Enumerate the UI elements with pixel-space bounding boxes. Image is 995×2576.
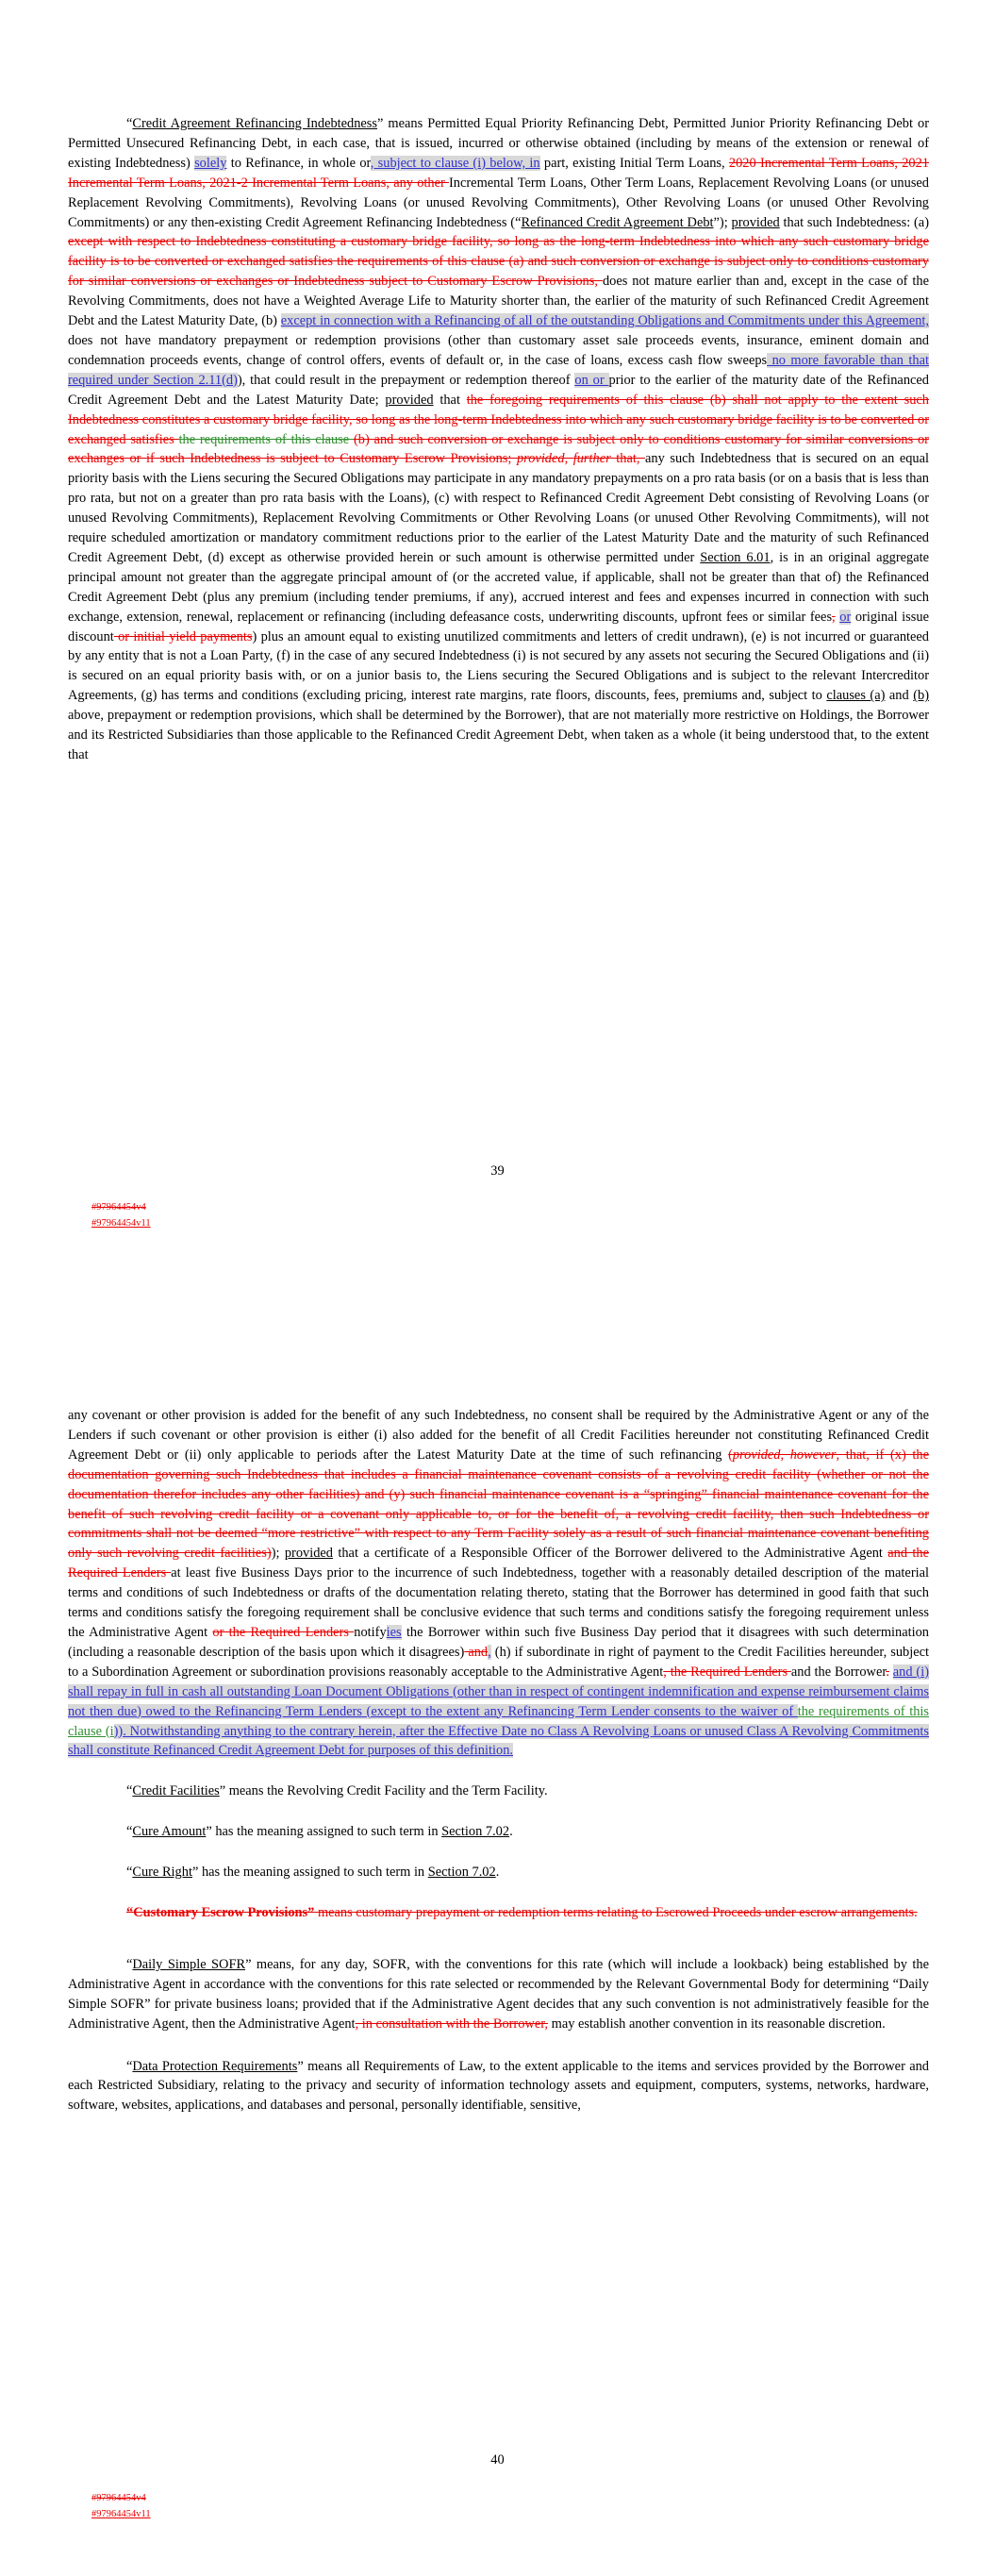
text-run: may establish another convention in its reasonable discretion. bbox=[548, 2016, 886, 2032]
text-run: . bbox=[495, 1865, 500, 1881]
inserted-text-run: , bbox=[488, 1644, 491, 1660]
page-40-number: 40 bbox=[490, 2452, 505, 2467]
page-39-text-column bbox=[68, 114, 929, 765]
defined-term-text-run: Section 6.01 bbox=[700, 549, 771, 565]
defined-term-text-run: Daily Simple SOFR bbox=[132, 1956, 246, 1972]
text-run: original issue discount bbox=[68, 609, 929, 644]
deleted-text-run: (b) and such conversion or exchange is subject only to conditions customary for similar conversions or exchanges or if such Indebtedness is subject to Customary Escrow Provisions; bbox=[68, 431, 929, 467]
inserted-text-run: )). Notwithstanding anything to the contrary herein, after the Effective Date no Class A Revolving Loans or unused Class A Revolving Commitments shall constitute Refinanced Credit Agreement Debt for purposes of this definition. bbox=[68, 1723, 929, 1759]
moved-text-run: the requirements of this clause (i bbox=[68, 1703, 929, 1739]
paragraph bbox=[68, 1903, 929, 1923]
inserted-text-run: except in connection with a Refinancing of all of the outstanding Obligations and Commitments under this Agreement, bbox=[280, 313, 929, 329]
text-run: (h) if subordinate in right of payment to the Credit Facilities hereunder, subject to a Subordination Agreement or subordination provisions reasonably acceptable to the Administrative Agent bbox=[68, 1644, 929, 1680]
text-run: ) plus an amount equal to existing unutilized commitments and letters of credit undrawn), (e) is not incurred or guaranteed by any entity that is not a Loan Party, (f) in the case of any secured Indebtedness (i) is not secured by any assets not securing the Secured Obligations and (ii) is secured on an equal priority basis with, or on a junior basis to, the Liens securing the Secured Obligations and is subject to the relevant Intercreditor Agreements, (g) has terms and conditions (excluding pricing, interest rate margins, rate floors, discounts, fees, premiums and, subject to bbox=[68, 628, 929, 704]
paragraph bbox=[68, 1955, 929, 2034]
inserted-text-run: , subject to clause (i) below, in bbox=[370, 155, 540, 171]
page-39-number: 39 bbox=[490, 1163, 505, 1179]
defined-term-text-run: Refinanced Credit Agreement Debt bbox=[521, 214, 714, 230]
inserted-text-run: ies bbox=[386, 1624, 402, 1640]
defined-term-text-run: clauses (a) bbox=[826, 688, 886, 704]
deleted-text-run: means customary prepayment or redemption terms relating to Escrowed Proceeds under escrow arrangements. bbox=[314, 1905, 918, 1921]
inserted-text-run: on or bbox=[574, 372, 609, 388]
text-run: ), that could result in the prepayment or redemption thereof bbox=[237, 372, 575, 388]
text-run: “ bbox=[126, 2058, 133, 2074]
text-run: “ bbox=[126, 116, 133, 131]
text-run: ” means, for any day, SOFR, with the conventions for this rate (which will include a lookback) being established by the Administrative Agent in accordance with the conventions for this rate selected or recommended by the Relevant Governmental Body for determining “Daily Simple SOFR” for private business loans; provided that if the Administrative Agent decides that any such convention is not administratively feasible for the Administrative Agent, then the Administrative Agent bbox=[68, 1956, 929, 2032]
deleted-text-run: ( bbox=[728, 1447, 733, 1463]
text-run: ”); bbox=[713, 214, 732, 230]
deleted-text-run: or initial yield payments bbox=[113, 628, 253, 644]
text-run: any such Indebtedness that is secured on an equal priority basis with the Liens securing the Secured Obligations may participate in any mandatory prepayments on a pro rata basis (or on a basis that is less than pro rata, but not on a greater than pro rata basis with the Loans), (c) with respect to Refinanced Credit Agreement Debt consisting of Revolving Loans (or unused Revolving Commitments), Replacement Revolving Commitments or Other Revolving Loans (or unused Other Revolving Commitments), will not require scheduled amortization or mandatory commitment reductions prior to the earlier of the Latest Maturity Date and the maturity of such Refinanced Credit Agreement Debt, (d) except as otherwise provided herein or such amount is otherwise permitted under bbox=[68, 451, 929, 565]
text-run: at least five Business Days prior to the incurrence of such Indebtedness, together with a reasonably detailed description of the material terms and conditions of such Indebtedness or drafts of the documentation relating thereto, stating that the Borrower has determined in good faith that such terms and conditions satisfy the foregoing requirement shall be conclusive evidence that such terms and conditions satisfy the foregoing requirement unless the Administrative Agent bbox=[68, 1565, 929, 1640]
deleted-text-run: or the Required Lenders bbox=[212, 1624, 355, 1640]
text-run: ” has the meaning assigned to such term in bbox=[191, 1865, 428, 1881]
text-run: “ bbox=[126, 1865, 133, 1881]
defined-term-text-run: provided bbox=[385, 392, 434, 408]
text-run: “ bbox=[126, 1783, 133, 1799]
deleted-text-run: and bbox=[464, 1644, 489, 1660]
text-run: ” means the Revolving Credit Facility and the Term Facility. bbox=[219, 1783, 548, 1799]
defined-term-text-run: Credit Facilities bbox=[132, 1783, 220, 1799]
text-run: above, prepayment or redemption provisions, which shall be determined by the Borrower), that are not materially more restrictive on Holdings, the Borrower and its Restricted Subsidiaries than those applicable to the Refinanced Credit Agreement Debt, when taken as a whole (it being understood that, to the extent that bbox=[68, 708, 929, 762]
text-run: that bbox=[433, 392, 467, 408]
deleted-text-run: provided, further bbox=[516, 451, 611, 467]
text-run: and bbox=[885, 688, 914, 704]
inserted-text-run: or bbox=[839, 609, 852, 625]
inserted-text-run: solely bbox=[194, 155, 227, 171]
text-run: ” means all Requirements of Law, to the extent applicable to the items and services provided by the Borrower and each Restricted Subsidiary, relating to the privacy and security of information technology assets and equipment, computers, systems, networks, hardware, software, websites, applications, and databases and personal, personally identifiable, sensitive, bbox=[68, 2058, 929, 2114]
deleted-text-run: , bbox=[832, 609, 836, 625]
inserted-text-run: no more favorable than that required under Section 2.11(d) bbox=[68, 352, 929, 388]
defined-term-text-run: provided bbox=[284, 1546, 333, 1562]
page-39-footer bbox=[91, 1199, 151, 1231]
text-run: notify bbox=[354, 1624, 387, 1640]
paragraph bbox=[68, 1863, 929, 1882]
text-run: Incremental Term Loans, Other Term Loans, Replacement Revolving Loans (or unused Replacement Revolving Commitments), Revolving Loans (or unused Revolving Commitments), Other Revolving Loans (or unused Other Revolving Commitments) or any then-existing Credit Agreement Refinancing Indebtedness (“ bbox=[68, 175, 929, 230]
document-version-stamp: #97964454v11 bbox=[91, 2509, 151, 2519]
document-version-stamp: #97964454v4 bbox=[91, 2493, 146, 2503]
deleted-text-run: . bbox=[886, 1664, 889, 1680]
page-40-text-column bbox=[68, 1406, 929, 2116]
text-run: does not have mandatory prepayment or redemption provisions (other than customary asset sale proceeds events, insurance, eminent domain and condemnation proceeds events, change of control offers, events of default or, in the case of loans, excess cash flow sweeps bbox=[68, 332, 929, 368]
deleted-text-run: , in consultation with the Borrower, bbox=[355, 2016, 549, 2032]
deleted-text-run: , the Required Lenders bbox=[663, 1664, 791, 1680]
text-run: that a certificate of a Responsible Officer of the Borrower delivered to the Administrative Agent bbox=[333, 1546, 888, 1562]
paragraph bbox=[68, 1822, 929, 1842]
deleted-text-run: , that, if (x) the documentation governing such Indebtedness that includes a financial maintenance covenant consists of a revolving credit facility (whether or not the documentation therefor includes any other facilities) and (y) such financial maintenance covenant is a “springing” financial maintenance covenant for the benefit of such revolving credit facility or a covenant only applicable to, or for the benefit of, a revolving credit facility, then such Indebtedness or commitments shall not be deemed “more restrictive” with respect to any Term Facility solely as a result of such financial maintenance covenant benefiting only such revolving credit facilities) bbox=[68, 1447, 929, 1562]
defined-term-text-run: Data Protection Requirements bbox=[132, 2058, 298, 2074]
text-run: , is in an original aggregate principal amount not greater than the aggregate principal amount of (or the accreted value, if applicable, shall not be greater than that of) the Refinanced Credit Agreement Debt (plus any premium (including tender premiums, if any), accrued interest and fees and expenses incurred in connection with such exchange, extension, renewal, replacement or refinancing (including defeasance costs, underwriting discounts, upfront fees or similar fees bbox=[68, 549, 929, 625]
defined-term-text-run: Section 7.02 bbox=[427, 1865, 496, 1881]
deleted-text-run: that, bbox=[610, 451, 646, 467]
text-run: . bbox=[509, 1824, 513, 1840]
deleted-text-run: provided, however bbox=[732, 1447, 837, 1463]
text-run: and the Borrower bbox=[790, 1664, 887, 1680]
text-run: prior to the earlier of the maturity date of the Refinanced Credit Agreement Debt and the Latest Maturity Date; bbox=[68, 372, 929, 408]
paragraph bbox=[68, 1781, 929, 1801]
text-run: does not mature earlier than and, except in the case of the Revolving Commitments, does not have a Weighted Average Life to Maturity shorter than, the earlier of the maturity of such Refinanced Credit Agreement Debt and the Latest Maturity Date, (b) bbox=[68, 274, 929, 329]
text-run: the Borrower within such five Business Day period that it disagrees with such determination (including a reasonable description of the basis upon which it disagrees) bbox=[68, 1624, 929, 1660]
text-run: “ bbox=[126, 1956, 133, 1972]
deleted-text-run: the foregoing requirements of this clause (b) shall not apply to the extent such Indebtedness constitutes a customary bridge facility, so long as the long-term Indebtedness into which any such customary bridge facility is to be converted or exchanged satisfies bbox=[68, 392, 929, 447]
defined-term-text-run: (b) bbox=[913, 688, 929, 704]
paragraph bbox=[68, 1406, 929, 1761]
text-run: ); bbox=[271, 1546, 285, 1562]
document-version-stamp: #97964454v11 bbox=[91, 1218, 151, 1229]
text-run: “ bbox=[126, 1824, 133, 1840]
text-run: ” means Permitted Equal Priority Refinancing Debt, Permitted Junior Priority Refinancing Debt or Permitted Unsecured Refinancing Debt, in each case, that is issued, incurred or otherwise obtained (including by means of the extension or renewal of existing Indebtedness) bbox=[68, 116, 929, 171]
document-version-stamp: #97964454v4 bbox=[91, 1202, 146, 1213]
text-run: ” has the meaning assigned to such term in bbox=[206, 1824, 442, 1840]
inserted-text-run: and (i) shall repay in full in cash all outstanding Loan Document Obligations (other than in respect of contingent indemnification and expense reimbursement claims not then due) owed to the Refinancing Term Lenders (except to the extent any Refinancing Term Lender consents to the waiver of bbox=[68, 1664, 930, 1719]
defined-term-text-run: Cure Amount bbox=[132, 1824, 207, 1840]
defined-term-text-run: provided bbox=[731, 214, 780, 230]
paragraph bbox=[68, 114, 929, 765]
deleted-text-run: and the Required Lenders bbox=[68, 1546, 930, 1581]
page-40-footer bbox=[91, 2490, 151, 2522]
text-run: part, existing Initial Term Loans, bbox=[539, 155, 729, 171]
defined-term-text-run: Cure Right bbox=[132, 1865, 192, 1881]
deleted-text-run: 2020 Incremental Term Loans, 2021 Incremental Term Loans, 2021-2 Incremental Term Loans, any other bbox=[68, 155, 929, 191]
text-run: any covenant or other provision is added for the benefit of any such Indebtedness, no consent shall be required by the Administrative Agent or any of the Lenders if such covenant or other provision is either (i) also added for the benefit of all Credit Facilities hereunder not constituting Refinanced Credit Agreement Debt or (ii) only applicable to periods after the Latest Maturity Date at the time of such refinancing bbox=[68, 1408, 929, 1463]
defined-term-text-run: Section 7.02 bbox=[441, 1824, 510, 1840]
text-run: to Refinance, in whole or bbox=[226, 155, 371, 171]
deleted-text-run: “Customary Escrow Provisions” bbox=[126, 1905, 315, 1921]
text-run: that such Indebtedness: (a) bbox=[779, 214, 929, 230]
moved-text-run: the requirements of this clause bbox=[178, 431, 354, 447]
defined-term-text-run: Credit Agreement Refinancing Indebtedness bbox=[132, 116, 378, 131]
deleted-text-run: except with respect to Indebtedness constituting a customary bridge facility, so long as the long-term Indebtedness into which any such customary bridge facility is to be converted or exchanged satisfies the requirements of this clause (a) and such conversion or exchange is subject only to conditions customary for similar conversions or exchanges or Indebtedness subject to Customary Escrow Provisions, bbox=[68, 234, 929, 290]
paragraph bbox=[68, 2057, 929, 2116]
